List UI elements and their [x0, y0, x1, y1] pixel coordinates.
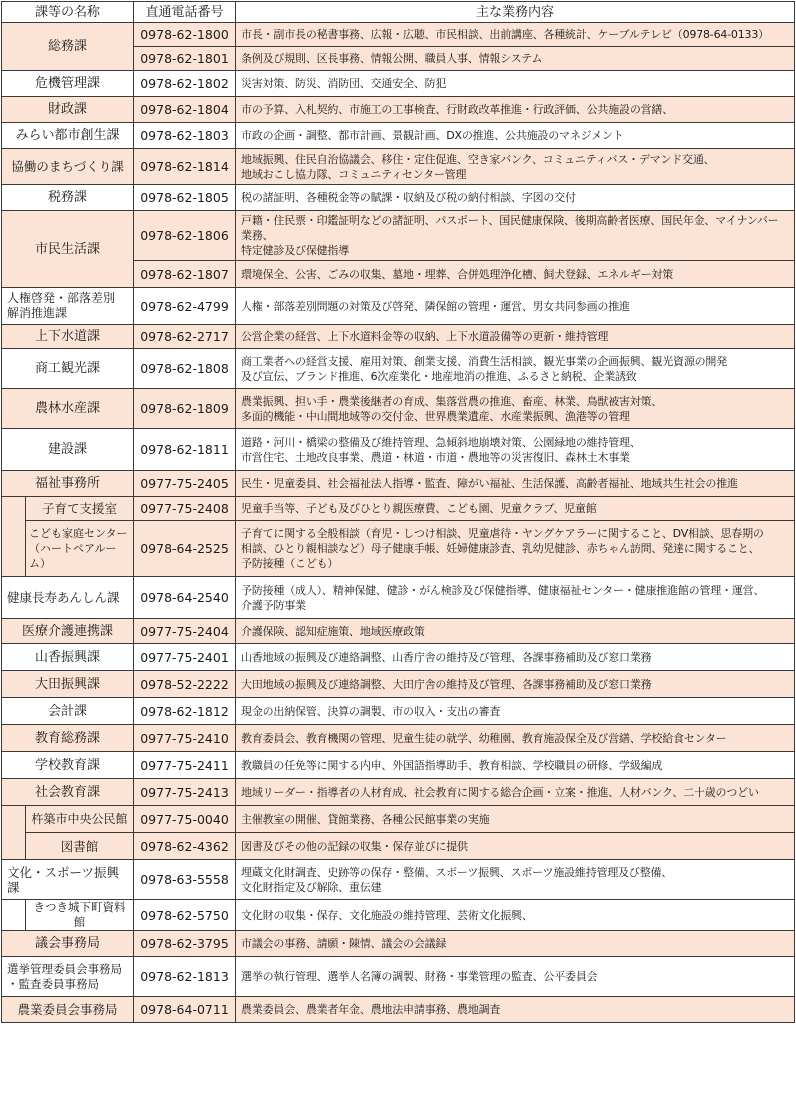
dept-name: 上下水道課 [2, 325, 134, 349]
phone-number: 0978-62-1802 [134, 71, 236, 97]
dept-name: 市民生活課 [2, 211, 134, 288]
duties: 農業振興、担い手・農業後継者の育成、集落営農の推進、畜産、林業、鳥獣被害対策、 多面的機能・中山間地域等の交付金、世界農業遺産、水産業振興、漁港等の管理 [236, 389, 795, 429]
dept-name: 文化・スポーツ振興課 [2, 860, 134, 900]
phone-number: 0977-75-2408 [134, 497, 236, 521]
table-row [2, 725, 795, 752]
table-row [2, 288, 795, 325]
duties: 教職員の任免等に関する内申、外国語指導助手、教育相談、学校職員の研修、学級編成 [236, 752, 795, 779]
duties: 市政の企画・調整、都市計画、景観計画、DXの推進、公共施設のマネジメント [236, 123, 795, 149]
table-row [2, 644, 795, 671]
phone-number: 0978-62-1814 [134, 149, 236, 185]
duties: 市議会の事務、請願・陳情、議会の会議録 [236, 931, 795, 957]
table-row [2, 497, 795, 521]
table-row [2, 957, 795, 997]
phone-number: 0978-62-1801 [134, 47, 236, 71]
duties: 選挙の執行管理、選挙人名簿の調製、財務・事業管理の監査、公平委員会 [236, 957, 795, 997]
duties: 地域リーダー・指導者の人材育成、社会教育に関する総合企画・立案・推進、人材バンク、二十歳のつどい [236, 779, 795, 806]
duties: 公営企業の経営、上下水道料金等の収納、上下水道設備等の更新・維持管理 [236, 325, 795, 349]
dept-name: 危機管理課 [2, 71, 134, 97]
table-row [2, 752, 795, 779]
dept-name: 商工観光課 [2, 349, 134, 389]
duties: 山香地域の振興及び連絡調整、山香庁舎の維持及び管理、各課事務補助及び窓口業務 [236, 644, 795, 671]
sub-dept-name: 子育て支援室 [26, 497, 134, 521]
table-row [2, 806, 795, 833]
dept-name: 大田振興課 [2, 671, 134, 698]
department-directory-table [1, 1, 795, 1023]
phone-number: 0978-62-1808 [134, 349, 236, 389]
phone-number: 0978-64-2540 [134, 577, 236, 619]
row-indent [2, 900, 26, 931]
table-row [2, 931, 795, 957]
duties: 子育てに関する全般相談（育児・しつけ相談、児童虐待・ヤングケアラーに関すること、DV相談、思春期の 相談、ひとり親相談など）母子健康手帳、妊婦健康診査、乳幼児健診、赤ちゃん訪問、発達に関すること、 予防接種（こども） [236, 521, 795, 577]
table-row [2, 149, 795, 185]
duties-column-header: 主な業務内容 [236, 2, 795, 23]
dept-name: 医療介護連携課 [2, 619, 134, 644]
dept-name: 会計課 [2, 698, 134, 725]
table-row [2, 23, 795, 47]
duties: 人権・部落差別問題の対策及び啓発、隣保館の管理・運営、男女共同参画の推進 [236, 288, 795, 325]
table-row [2, 521, 795, 577]
phone-number: 0978-62-3795 [134, 931, 236, 957]
dept-name: 人権啓発・部落差別 解消推進課 [2, 288, 134, 325]
phone-number: 0978-62-2717 [134, 325, 236, 349]
duties: 図書及びその他の記録の収集・保存並びに提供 [236, 833, 795, 860]
row-indent [2, 806, 26, 860]
duties: 介護保険、認知症施策、地域医療政策 [236, 619, 795, 644]
table-row [2, 619, 795, 644]
dept-name: 農業委員会事務局 [2, 997, 134, 1023]
phone-number: 0978-62-1805 [134, 185, 236, 211]
duties: 現金の出納保管、決算の調製、市の収入・支出の審査 [236, 698, 795, 725]
phone-number: 0977-75-2405 [134, 471, 236, 497]
duties: 予防接種（成人）、精神保健、健診・がん検診及び保健指導、健康福祉センター・健康推進館の管理・運営、 介護予防事業 [236, 577, 795, 619]
phone-number: 0977-75-2410 [134, 725, 236, 752]
table-row [2, 71, 795, 97]
duties: 市の予算、入札契約、市施工の工事検査、行財政改革推進・行政評価、公共施設の営繕、 [236, 97, 795, 123]
phone-number: 0978-62-1811 [134, 429, 236, 471]
phone-number: 0978-62-1800 [134, 23, 236, 47]
table-row [2, 860, 795, 900]
phone-number: 0978-62-1809 [134, 389, 236, 429]
phone-number: 0978-62-1812 [134, 698, 236, 725]
table-row [2, 833, 795, 860]
phone-number: 0977-75-2413 [134, 779, 236, 806]
phone-number: 0978-62-1804 [134, 97, 236, 123]
phone-number: 0978-62-5750 [134, 900, 236, 931]
table-row [2, 349, 795, 389]
dept-column-header: 課等の名称 [2, 2, 134, 23]
table-row [2, 577, 795, 619]
table-row [2, 389, 795, 429]
table-row [2, 429, 795, 471]
dept-name: 選挙管理委員会事務局 ・監査委員事務局 [2, 957, 134, 997]
duties: 市長・副市長の秘書事務、広報・広聴、市民相談、出前講座、各種統計、ケーブルテレビ（0978-64-0133） [236, 23, 795, 47]
dept-name: 建設課 [2, 429, 134, 471]
row-indent [2, 497, 26, 577]
dept-name: 福祉事務所 [2, 471, 134, 497]
sub-dept-name: きつき城下町資料館 [26, 900, 134, 931]
table-row [2, 779, 795, 806]
dept-name: 社会教育課 [2, 779, 134, 806]
duties: 児童手当等、子ども及びひとり親医療費、こども園、児童クラブ、児童館 [236, 497, 795, 521]
duties: 戸籍・住民票・印鑑証明などの諸証明、パスポート、国民健康保険、後期高齢者医療、国民年金、マイナンバー業務、 特定健診及び保健指導 [236, 211, 795, 261]
dept-name: 税務課 [2, 185, 134, 211]
phone-number: 0978-52-2222 [134, 671, 236, 698]
dept-name: 農林水産課 [2, 389, 134, 429]
duties: 環境保全、公害、ごみの収集、墓地・埋葬、合併処理浄化槽、飼犬登録、エネルギー対策 [236, 261, 795, 288]
sub-dept-name: 杵築市中央公民館 [26, 806, 134, 833]
table-row [2, 671, 795, 698]
phone-number: 0978-62-1806 [134, 211, 236, 261]
phone-number: 0978-62-1807 [134, 261, 236, 288]
sub-dept-name: 図書館 [26, 833, 134, 860]
table-row [2, 211, 795, 261]
dept-name: 財政課 [2, 97, 134, 123]
dept-name: 議会事務局 [2, 931, 134, 957]
phone-number: 0978-62-1803 [134, 123, 236, 149]
table-row [2, 698, 795, 725]
table-row [2, 900, 795, 931]
phone-number: 0978-62-1813 [134, 957, 236, 997]
duties: 民生・児童委員、社会福祉法人指導・監査、障がい福祉、生活保護、高齢者福祉、地域共生社会の推進 [236, 471, 795, 497]
phone-number: 0977-75-2404 [134, 619, 236, 644]
sub-dept-name: こども家庭センター （ハートペアルーム） [26, 521, 134, 577]
duties: 大田地域の振興及び連絡調整、大田庁舎の維持及び管理、各課事務補助及び窓口業務 [236, 671, 795, 698]
dept-name: 健康長寿あんしん課 [2, 577, 134, 619]
dept-name: 山香振興課 [2, 644, 134, 671]
phone-number: 0977-75-2401 [134, 644, 236, 671]
duties: 農業委員会、農業者年金、農地法申請事務、農地調査 [236, 997, 795, 1023]
table-row [2, 471, 795, 497]
phone-number: 0978-62-4799 [134, 288, 236, 325]
duties: 文化財の収集・保存、文化施設の維持管理、芸術文化振興、 [236, 900, 795, 931]
phone-number: 0977-75-0040 [134, 806, 236, 833]
table-row [2, 185, 795, 211]
duties: 条例及び規則、区長事務、情報公開、職員人事、情報システム [236, 47, 795, 71]
duties: 税の諸証明、各種税金等の賦課・収納及び税の納付相談、字図の交付 [236, 185, 795, 211]
duties: 主催教室の開催、貸館業務、各種公民館事業の実施 [236, 806, 795, 833]
dept-name: 協働のまちづくり課 [2, 149, 134, 185]
table-header-row [2, 2, 795, 23]
phone-number: 0978-62-4362 [134, 833, 236, 860]
dept-name: 学校教育課 [2, 752, 134, 779]
dept-name: みらい都市創生課 [2, 123, 134, 149]
dept-name: 教育総務課 [2, 725, 134, 752]
phone-number: 0977-75-2411 [134, 752, 236, 779]
dept-name: 総務課 [2, 23, 134, 71]
duties: 埋蔵文化財調査、史跡等の保存・整備、スポーツ振興、スポーツ施設維持管理及び整備、 文化財指定及び解除、重伝建 [236, 860, 795, 900]
phone-number: 0978-64-2525 [134, 521, 236, 577]
table-row [2, 997, 795, 1023]
duties: 地域振興、住民自治協議会、移住・定住促進、空き家バンク、コミュニティバス・デマンド交通、 地域おこし協力隊、コミュニティセンター管理 [236, 149, 795, 185]
phone-number: 0978-63-5558 [134, 860, 236, 900]
duties: 災害対策、防災、消防団、交通安全、防犯 [236, 71, 795, 97]
table-row [2, 325, 795, 349]
duties: 教育委員会、教育機関の管理、児童生徒の就学、幼稚園、教育施設保全及び営繕、学校給食センター [236, 725, 795, 752]
duties: 道路・河川・橋梁の整備及び維持管理、急傾斜地崩壊対策、公園緑地の維持管理、 市営住宅、土地改良事業、農道・林道・市道・農地等の災害復旧、森林土木事業 [236, 429, 795, 471]
phone-number: 0978-64-0711 [134, 997, 236, 1023]
table-row [2, 97, 795, 123]
duties: 商工業者への経営支援、雇用対策、創業支援、消費生活相談、観光事業の企画振興、観光資源の開発 及び宣伝、ブランド推進、6次産業化・地産地消の推進、ふるさと納税、企業誘致 [236, 349, 795, 389]
table-row [2, 123, 795, 149]
phone-column-header: 直通電話番号 [134, 2, 236, 23]
